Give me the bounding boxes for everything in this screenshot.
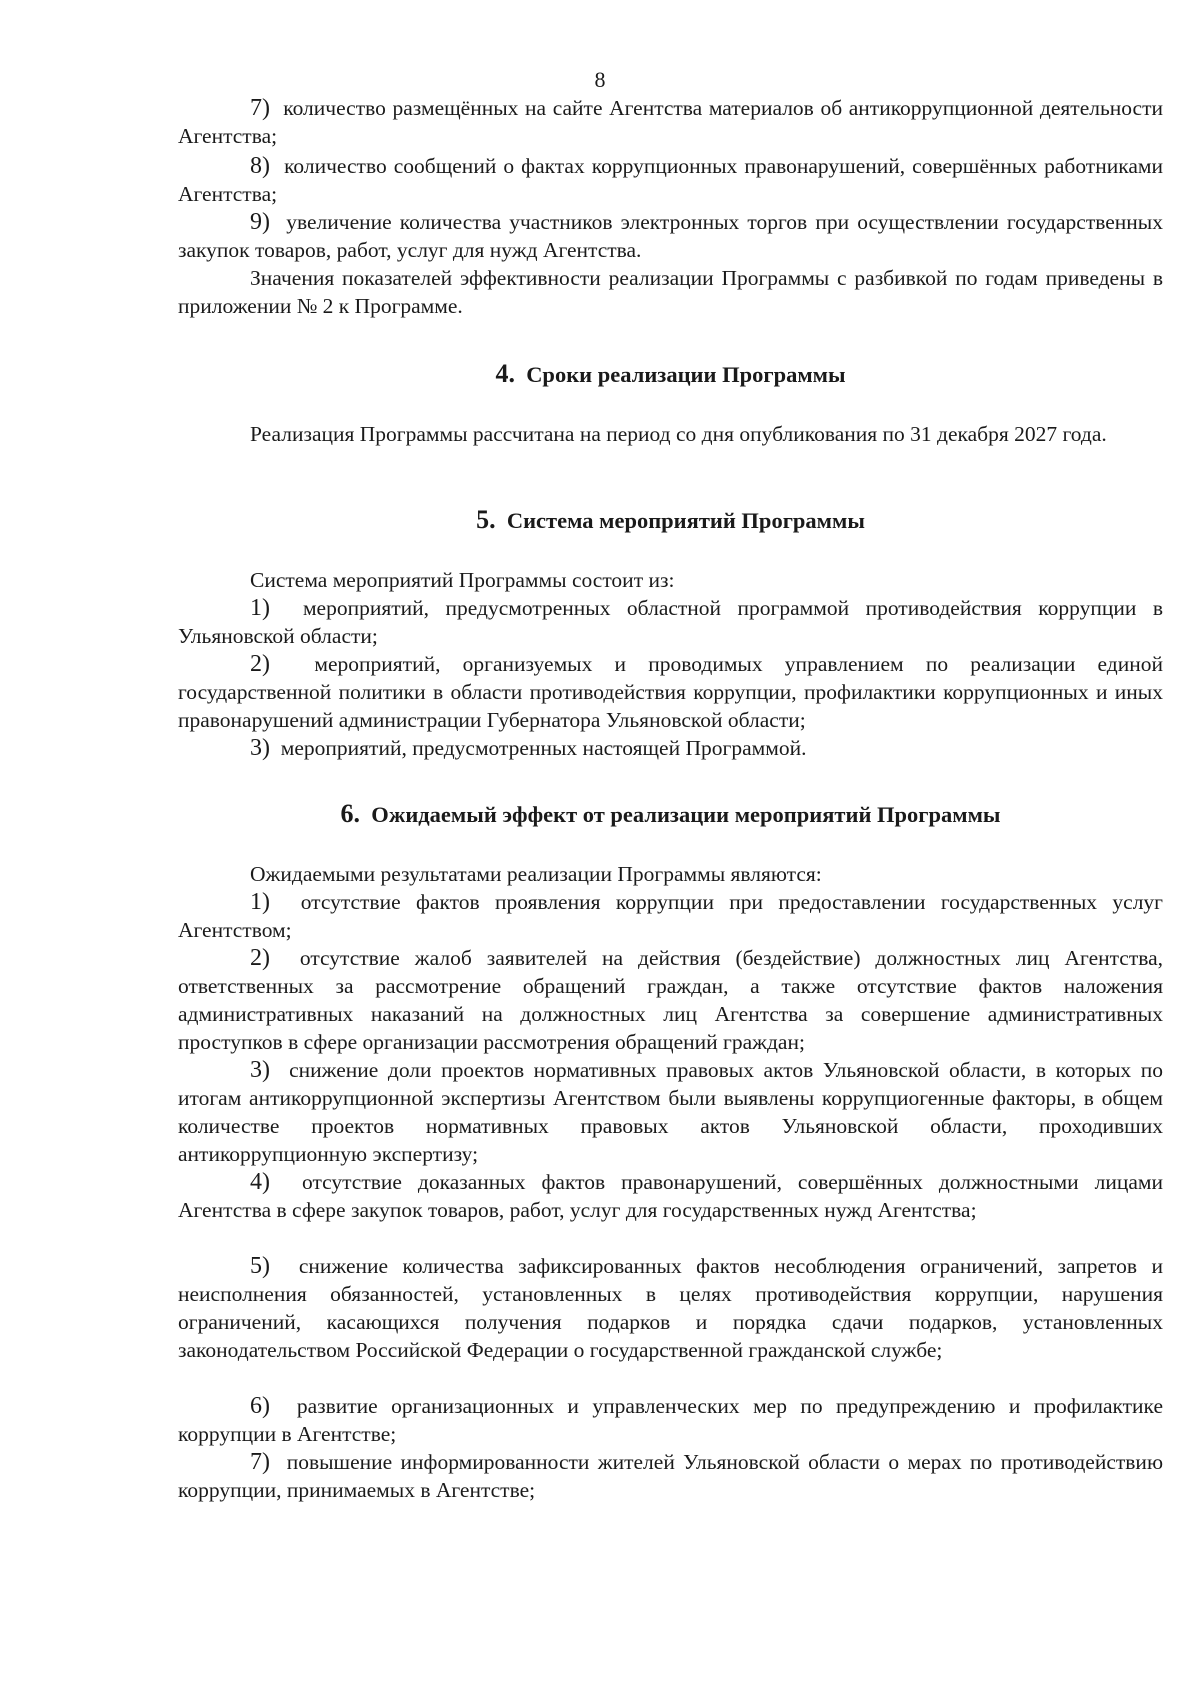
- list-item: [178, 208, 1163, 264]
- section-title: Сроки реализации Программы: [526, 362, 846, 387]
- list-item-text: мероприятий, предусмотренных настоящей Программой.: [280, 736, 807, 760]
- section-6-heading: [178, 800, 1163, 829]
- list-item-text: мероприятий, предусмотренных областной программой противодействия коррупции в Ульяновской области;: [178, 596, 1163, 648]
- list-item-number: 7): [250, 1449, 270, 1475]
- list-item-text: увеличение количества участников электронных торгов при осуществлении государственных закупок товаров, работ, услуг для нужд Агентства.: [178, 210, 1163, 262]
- list-item-text: развитие организационных и управленческих мер по предупреждению и профилактике коррупции в Агентстве;: [178, 1394, 1164, 1446]
- section-number: 6.: [340, 799, 360, 828]
- list-item: [178, 594, 1163, 650]
- list-item: [178, 1056, 1163, 1168]
- list-item: [178, 1448, 1163, 1504]
- list-item-text: мероприятий, организуемых и проводимых управлением по реализации единой государственной политики в области противодействия коррупции, профилактики коррупционных и иных правонарушений администрации Губернатора Ульяновской области;: [178, 652, 1164, 732]
- list-item-number: 4): [250, 1169, 270, 1195]
- list-item-text: отсутствие доказанных фактов правонарушений, совершённых должностными лицами Агентства в сфере закупок товаров, работ, услуг для государственных нужд Агентства;: [178, 1170, 1164, 1222]
- list-item-number: 1): [250, 889, 270, 915]
- section-title: Система мероприятий Программы: [506, 508, 865, 533]
- list-item: [178, 94, 1163, 150]
- section-5-intro: Система мероприятий Программы состоит из:: [250, 568, 675, 592]
- list-item: [178, 888, 1163, 944]
- list-item: [178, 1168, 1163, 1224]
- list-item: [178, 650, 1163, 734]
- section-4-heading: [178, 360, 1163, 389]
- values-paragraph: Значения показателей эффективности реализации Программы с разбивкой по годам приведены в приложении № 2 к Программе.: [178, 266, 1163, 318]
- list-item: [178, 1252, 1163, 1364]
- section-number: 5.: [476, 505, 496, 534]
- list-item-number: 1): [250, 595, 270, 621]
- list-item-text: снижение доли проектов нормативных правовых актов Ульяновской области, в которых по итогам антикоррупционной экспертизы Агентством были выявлены коррупциогенные факторы, в общем количестве проектов нормативных правовых актов Ульяновской области, проходивших антикоррупционную экспертизу;: [178, 1058, 1163, 1166]
- list-item-number: 7): [250, 95, 270, 121]
- list-item-number: 9): [250, 209, 270, 235]
- list-item-text: повышение информированности жителей Ульяновской области о мерах по противодействию коррупции, принимаемых в Агентстве;: [178, 1450, 1164, 1502]
- list-item-text: количество размещённых на сайте Агентства материалов об антикоррупционной деятельности Агентства;: [178, 96, 1164, 148]
- list-item-number: 3): [250, 735, 270, 761]
- list-item-text: количество сообщений о фактах коррупционных правонарушений, совершённых работниками Агентства;: [178, 154, 1163, 206]
- page-number: 8: [594, 67, 606, 92]
- list-item-number: 8): [250, 153, 270, 179]
- list-item-number: 2): [250, 651, 270, 677]
- section-5-heading: [178, 506, 1163, 535]
- list-item: [178, 1392, 1163, 1448]
- list-item-text: снижение количества зафиксированных фактов несоблюдения ограничений, запретов и неисполнения обязанностей, установленных в целях противодействия коррупции, нарушения ограничений, касающихся получения подарков и порядка сдачи подарков, установленных законодательством Российской Федерации о государственной гражданской службе;: [178, 1254, 1163, 1362]
- list-item-number: 2): [250, 945, 270, 971]
- list-item: [178, 152, 1163, 208]
- list-item: [178, 734, 1163, 762]
- section-title: Ожидаемый эффект от реализации мероприятий Программы: [371, 802, 1001, 827]
- list-item-number: 6): [250, 1393, 270, 1419]
- list-item-number: 3): [250, 1057, 270, 1083]
- section-number: 4.: [495, 359, 515, 388]
- section-4-text: Реализация Программы рассчитана на период со дня опубликования по 31 декабря 2027 года.: [250, 422, 1107, 446]
- list-item-text: отсутствие жалоб заявителей на действия (бездействие) должностных лиц Агентства, ответственных за рассмотрение обращений граждан, а также отсутствие фактов наложения административных наказаний на должностных лиц Агентства за совершение административных проступков в сфере организации рассмотрения обращений граждан;: [178, 946, 1164, 1054]
- list-item-text: отсутствие фактов проявления коррупции при предоставлении государственных услуг Агентством;: [178, 890, 1163, 942]
- list-item-number: 5): [250, 1253, 270, 1279]
- list-item: [178, 944, 1163, 1056]
- section-6-intro: Ожидаемыми результатами реализации Программы являются:: [250, 862, 822, 886]
